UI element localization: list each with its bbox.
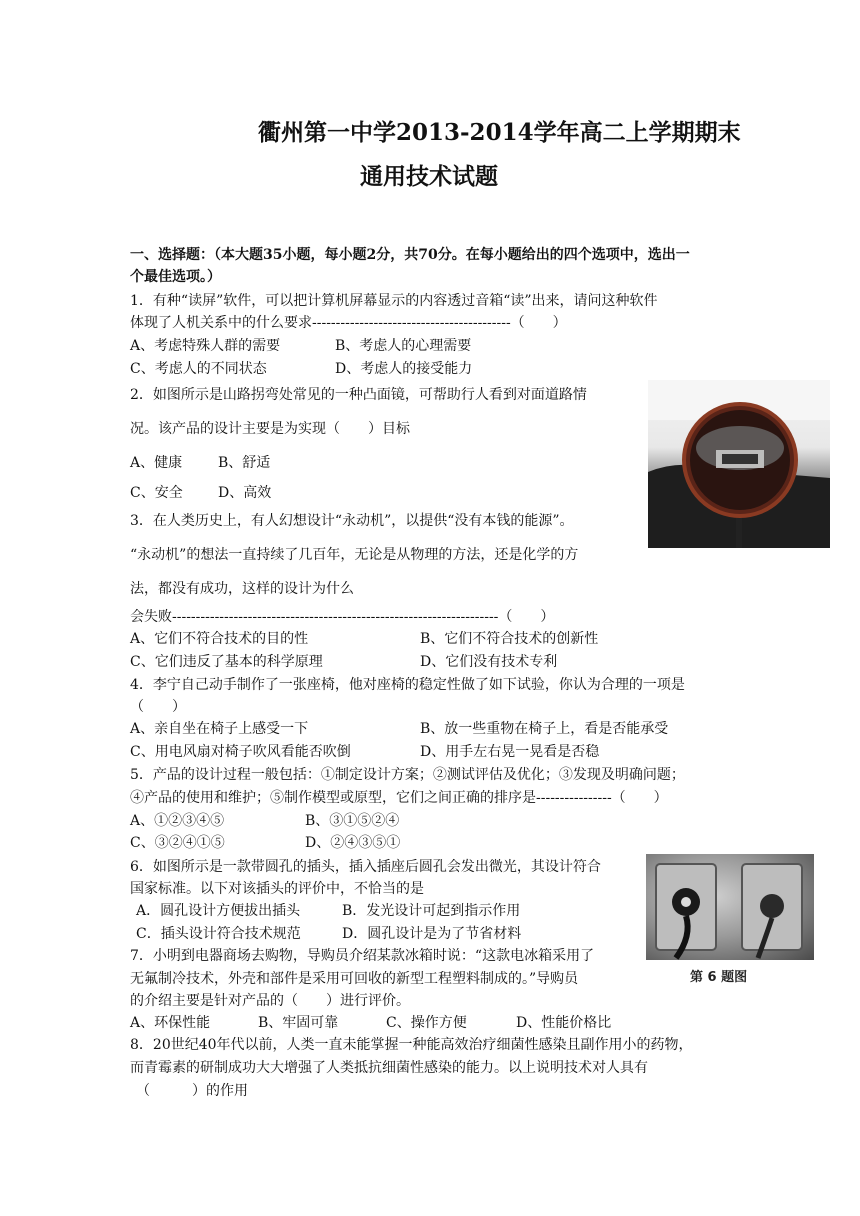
- question-7-stem-line-2: 无氟制冷技术，外壳和部件是采用可回收的新型工程塑料制成的。”导购员: [130, 971, 579, 987]
- question-5-option-d: D、②④③⑤①: [305, 835, 401, 851]
- question-4-option-d: D、用手左右晃一晃看是否稳: [420, 744, 600, 760]
- question-3-stem-line-2: “永动机”的想法一直持续了几百年，无论是从物理的方法，还是化学的方: [130, 547, 579, 563]
- question-7-option-c: C、操作方便: [386, 1015, 467, 1031]
- question-2-stem-line-1: 2．如图所示是山路拐弯处常见的一种凸面镜，可帮助行人看到对面道路情: [130, 387, 587, 403]
- page-subtitle: 通用技术试题: [360, 163, 498, 190]
- question-7-stem-line-1: 7．小明到电器商场去购物，导购员介绍某款冰箱时说：“这款电冰箱采用了: [130, 948, 595, 964]
- question-4-option-b: B、放一些重物在椅子上，看是否能承受: [420, 721, 669, 737]
- question-5-stem-line-2: ④产品的使用和维护；⑤制作模型或原型，它们之间正确的排序是----------------（ ）: [130, 790, 668, 806]
- question-4-option-a: A、亲自坐在椅子上感受一下: [130, 721, 309, 737]
- question-2-option-c: C、安全: [130, 485, 183, 501]
- question-6-stem-line-1: 6．如图所示是一款带圆孔的插头，插入插座后圆孔会发出微光，其设计符合: [130, 859, 601, 875]
- question-6-option-a: A．圆孔设计方便拔出插头: [136, 903, 301, 919]
- question-1-option-d: D、考虑人的接受能力: [335, 361, 473, 377]
- question-4-stem-line-2: （ ）: [130, 699, 186, 715]
- question-1-stem-line-2: 体现了人机关系中的什么要求------------------------------------------（ ）: [130, 315, 567, 331]
- question-3-option-a: A、它们不符合技术的目的性: [130, 631, 309, 647]
- page-title: 衢州第一中学2013-2014学年高二上学期期末: [258, 119, 741, 146]
- question-5-option-c: C、③②④①⑤: [130, 835, 225, 851]
- question-3-stem-line-3: 法，都没有成功，这样的设计为什么: [130, 581, 354, 597]
- convex-mirror-photo: [648, 380, 830, 548]
- question-7-stem-line-3: 的介绍主要是针对产品的（ ）进行评价。: [130, 993, 410, 1009]
- question-2-stem-line-2: 况。该产品的设计主要是为实现（ ）目标: [130, 421, 410, 437]
- question-3-option-d: D、它们没有技术专利: [420, 654, 558, 670]
- question-6-option-b: B．发光设计可起到指示作用: [342, 903, 521, 919]
- question-5-option-a: A、①②③④⑤: [130, 813, 225, 829]
- question-6-option-d: D．圆孔设计是为了节省材料: [342, 926, 522, 942]
- question-6-stem-line-2: 国家标准。以下对该插头的评价中，不恰当的是: [130, 881, 424, 897]
- plug-icon: [646, 854, 814, 960]
- question-2-option-d: D、高效: [218, 485, 272, 501]
- question-4-stem-line-1: 4．李宁自己动手制作了一张座椅，他对座椅的稳定性做了如下试验，你认为合理的一项是: [130, 677, 685, 693]
- question-8-stem-line-3: （ ）的作用: [136, 1083, 248, 1099]
- question-1-option-a: A、考虑特殊人群的需要: [130, 338, 281, 354]
- question-3-stem-line-4: 会失败---------------------------------------------------------------------（ ）: [130, 609, 555, 625]
- question-2-option-b: B、舒适: [218, 455, 271, 471]
- question-1-stem-line-1: 1．有种“读屏”软件，可以把计算机屏幕显示的内容透过音箱“读”出来，请问这种软件: [130, 293, 658, 309]
- question-8-stem-line-2: 而青霉素的研制成功大大增强了人类抵抗细菌性感染的能力。以上说明技术对人具有: [130, 1060, 648, 1076]
- plug-photo: [646, 854, 814, 960]
- question-2-option-a: A、健康: [130, 455, 183, 471]
- figure-6-caption: 第 6 题图: [690, 970, 748, 985]
- question-4-option-c: C、用电风扇对椅子吹风看能否吹倒: [130, 744, 351, 760]
- convex-mirror-icon: [648, 380, 830, 548]
- question-3-stem-line-1: 3．在人类历史上，有人幻想设计“永动机”，以提供“没有本钱的能源”。: [130, 513, 574, 529]
- section-header-line-2: 个最佳选项。）: [130, 269, 221, 285]
- question-3-option-c: C、它们违反了基本的科学原理: [130, 654, 323, 670]
- question-3-option-b: B、它们不符合技术的创新性: [420, 631, 599, 647]
- question-7-option-d: D、性能价格比: [516, 1015, 612, 1031]
- section-header-line-1: 一、选择题：（本大题35小题，每小题2分，共70分。在每小题给出的四个选项中，选出一: [130, 247, 690, 263]
- question-5-option-b: B、③①⑤②④: [305, 813, 400, 829]
- question-8-stem-line-1: 8．20世纪40年代以前，人类一直未能掌握一种能高效治疗细菌性感染且副作用小的药物，: [130, 1037, 693, 1053]
- question-1-option-b: B、考虑人的心理需要: [335, 338, 472, 354]
- question-7-option-b: B、牢固可靠: [258, 1015, 339, 1031]
- question-7-option-a: A、环保性能: [130, 1015, 211, 1031]
- question-1-option-c: C、考虑人的不同状态: [130, 361, 267, 377]
- question-5-stem-line-1: 5．产品的设计过程一般包括：①制定设计方案；②测试评估及优化；③发现及明确问题；: [130, 767, 685, 783]
- question-6-option-c: C．插头设计符合技术规范: [136, 926, 301, 942]
